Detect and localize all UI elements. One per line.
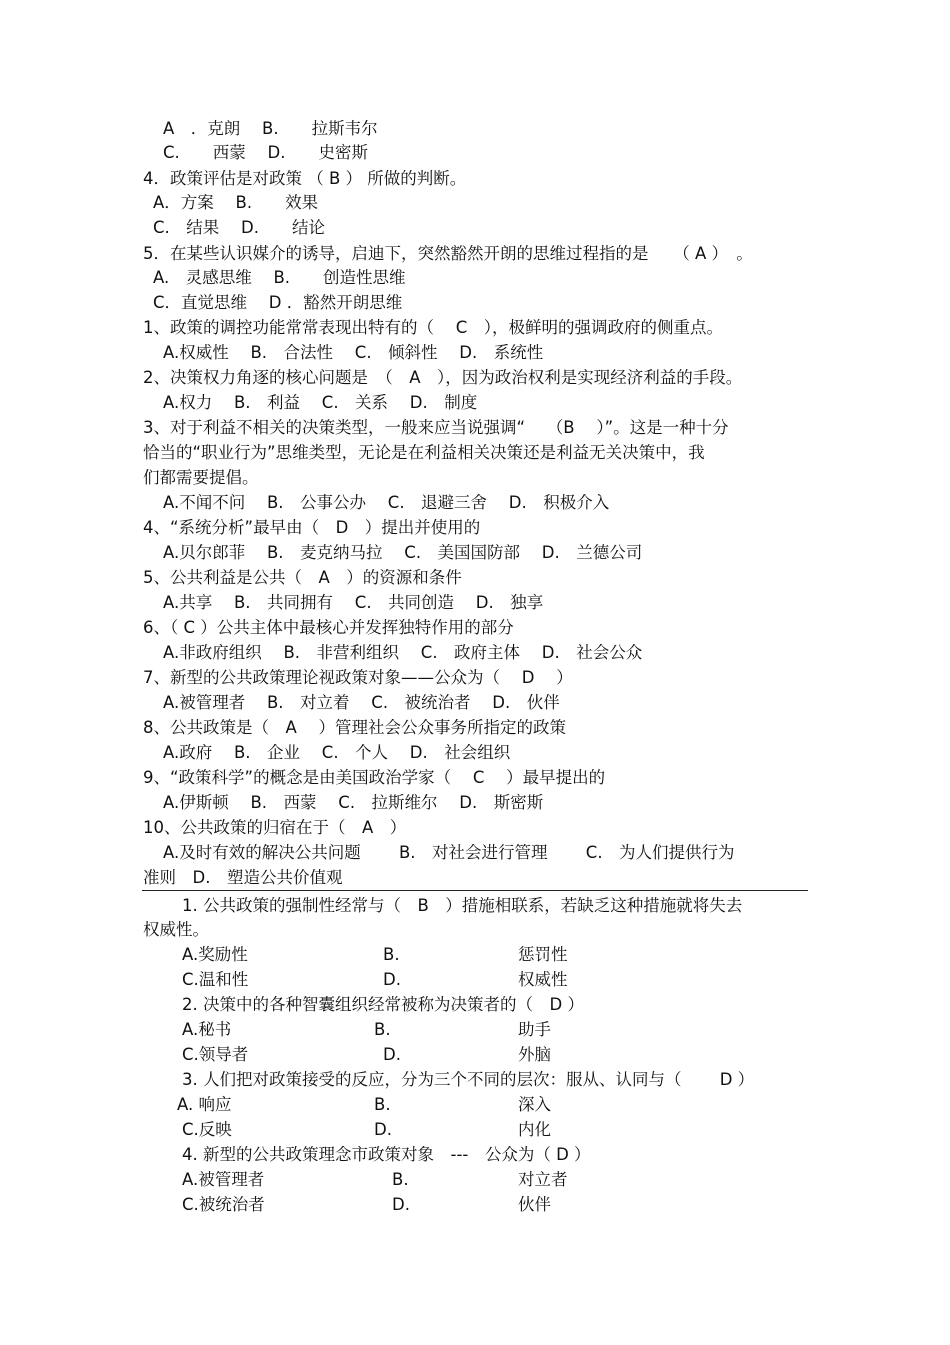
option-a: A.奖励性 xyxy=(182,945,248,964)
option-b-text: 对立者 xyxy=(518,1170,568,1189)
option-c: C.领导者 xyxy=(182,1045,249,1064)
text-line: 2、决策权力角逐的核心问题是 （ A ），因为政治权利是实现经济利益的手段。 xyxy=(143,368,743,387)
text-line: 10、公共政策的归宿在于（ A ） xyxy=(143,818,407,837)
text-line: 7、新型的公共政策理论视政策对象——公众为（ D ） xyxy=(143,668,573,687)
option-d-letter: D. xyxy=(383,970,401,989)
text-line: 4．政策评估是对政策 （ B ） 所做的判断。 xyxy=(143,169,467,188)
text-line: A.政府 B. 企业 C. 个人 D. 社会组织 xyxy=(163,743,511,762)
text-line: 5．在某些认识媒介的诱导，启迪下，突然豁然开朗的思维过程指的是 （ A ） 。 xyxy=(143,244,753,263)
section-divider xyxy=(142,890,808,891)
text-line: 5、公共利益是公共（ A ）的资源和条件 xyxy=(143,568,462,587)
option-d-letter: D. xyxy=(374,1120,392,1139)
text-line: 们都需要提倡。 xyxy=(143,468,259,487)
text-line: 恰当的“职业行为”思维类型，无论是在利益相关决策还是利益无关决策中，我 xyxy=(143,443,705,462)
option-b-text: 助手 xyxy=(518,1020,551,1039)
text-line: A.不闻不问 B. 公事公办 C. 退避三舍 D. 积极介入 xyxy=(163,493,610,512)
option-b-letter: B. xyxy=(383,945,400,964)
text-line: A.共享 B. 共同拥有 C. 共同创造 D. 独享 xyxy=(163,593,544,612)
text-line: A.权力 B. 利益 C. 关系 D. 制度 xyxy=(163,393,478,412)
text-line: A．方案 B. 效果 xyxy=(153,193,319,212)
option-d-text: 外脑 xyxy=(518,1045,551,1064)
text-line: C. 西蒙 D. 史密斯 xyxy=(163,143,368,162)
text-line: 权威性。 xyxy=(143,920,209,939)
text-line: 9、“政策科学”的概念是由美国政治学家（ C ）最早提出的 xyxy=(143,768,606,787)
option-b-text: 深入 xyxy=(518,1095,551,1114)
text-line: A.被管理者 B. 对立着 C. 被统治者 D. 伙伴 xyxy=(163,693,560,712)
text-line: 4、“系统分析”最早由（ D ）提出并使用的 xyxy=(143,518,481,537)
option-d-letter: D. xyxy=(392,1195,410,1214)
option-d-text: 伙伴 xyxy=(518,1195,551,1214)
text-line: C．直觉思维 D ．豁然开朗思维 xyxy=(153,293,403,312)
text-line: A.及时有效的解决公共问题 B. 对社会进行管理 C. 为人们提供行为 xyxy=(163,843,735,862)
option-c: C.反映 xyxy=(182,1120,232,1139)
text-line: A. 灵感思维 B. 创造性思维 xyxy=(153,268,406,287)
option-d-text: 内化 xyxy=(518,1120,551,1139)
text-line: 6、（ C ）公共主体中最核心并发挥独特作用的部分 xyxy=(143,618,514,637)
option-d-text: 权威性 xyxy=(518,970,568,989)
text-line: 1. 公共政策的强制性经常与（ B ）措施相联系，若缺乏这种措施就将失去 xyxy=(182,896,743,915)
option-b-letter: B. xyxy=(392,1170,409,1189)
text-line: A.伊斯顿 B. 西蒙 C. 拉斯维尔 D. 斯密斯 xyxy=(163,793,544,812)
option-c: C.温和性 xyxy=(182,970,249,989)
text-line: C. 结果 D. 结论 xyxy=(153,218,325,237)
text-line: 4. 新型的公共政策理念市政策对象 --- 公众为（ D ） xyxy=(182,1145,591,1164)
text-line: 2. 决策中的各种智囊组织经常被称为决策者的（ D ） xyxy=(182,995,584,1014)
option-a: A.被管理者 xyxy=(182,1170,265,1189)
text-line: A ．克朗 B. 拉斯韦尔 xyxy=(163,119,378,138)
text-line: 3、对于利益不相关的决策类型，一般来应当说强调“ （B ）”。这是一种十分 xyxy=(143,418,729,437)
text-line: 准则 D. 塑造公共价值观 xyxy=(143,868,343,887)
option-c: C.被统治者 xyxy=(182,1195,265,1214)
text-line: A.权威性 B. 合法性 C. 倾斜性 D. 系统性 xyxy=(163,343,544,362)
text-line: 3. 人们把对政策接受的反应，分为三个不同的层次：服从、认同与（ D ） xyxy=(182,1070,755,1089)
text-line: 8、公共政策是（ A ）管理社会公众事务所指定的政策 xyxy=(143,718,567,737)
option-a: A.秘书 xyxy=(182,1020,232,1039)
option-b-letter: B. xyxy=(374,1095,391,1114)
text-line: 1、政策的调控功能常常表现出特有的（ C ），极鲜明的强调政府的侧重点。 xyxy=(143,318,724,337)
text-line: A.非政府组织 B. 非营利组织 C. 政府主体 D. 社会公众 xyxy=(163,643,643,662)
option-b-letter: B. xyxy=(374,1020,391,1039)
option-b-text: 惩罚性 xyxy=(518,945,568,964)
option-a: A. 响应 xyxy=(177,1095,232,1114)
text-line: A.贝尔郎菲 B. 麦克纳马拉 C. 美国国防部 D. 兰德公司 xyxy=(163,543,643,562)
option-d-letter: D. xyxy=(383,1045,401,1064)
